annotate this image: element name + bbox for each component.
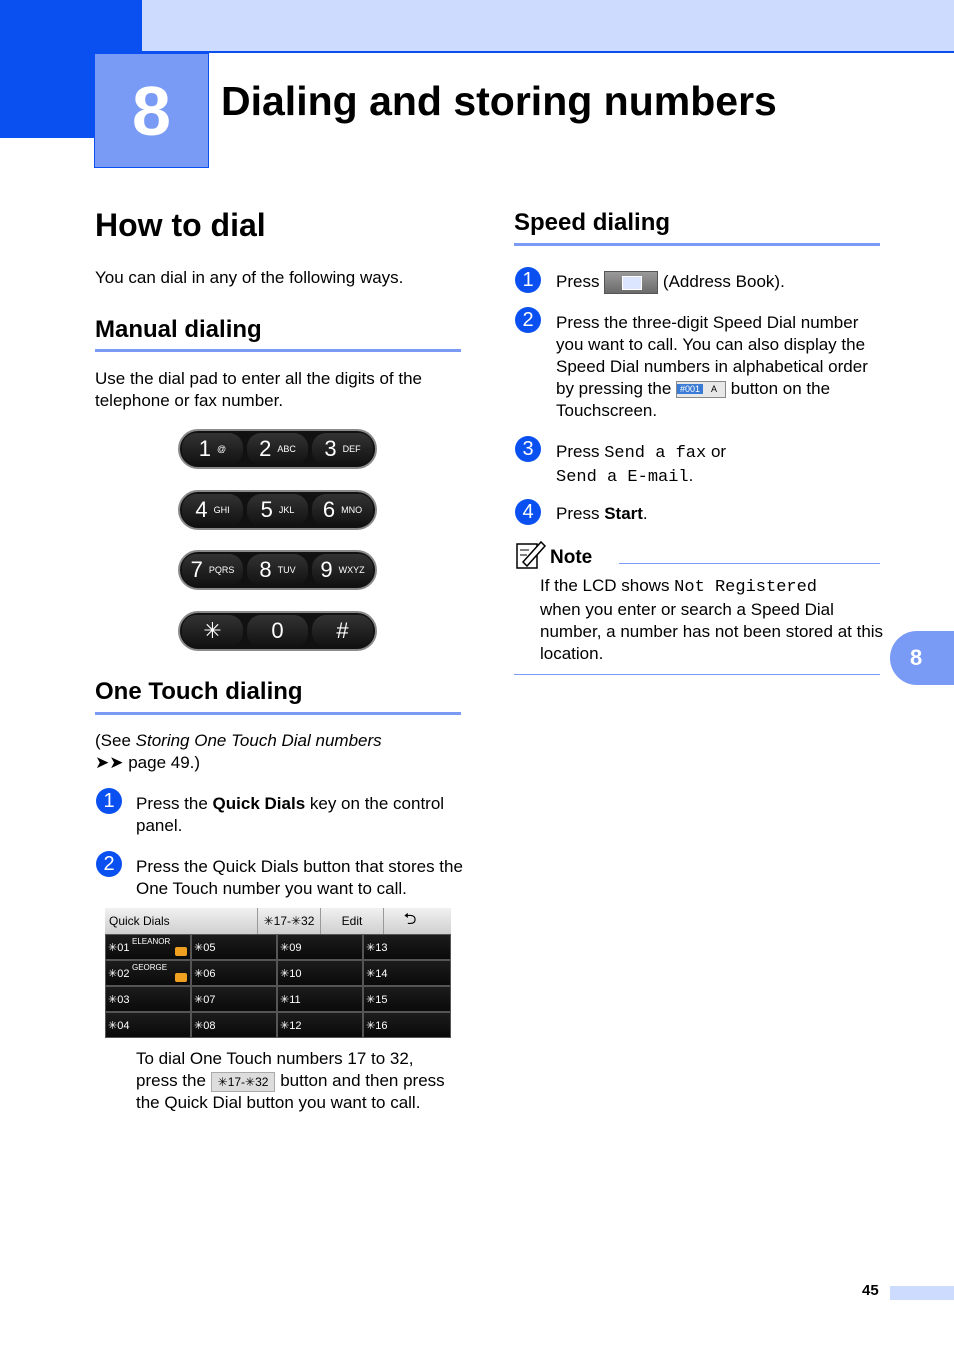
manual-text: Use the dial pad to enter all the digits of the telephone or fax number. [95, 369, 422, 410]
chapter-number: 8 [94, 53, 209, 168]
step-number: 4 [515, 499, 541, 525]
key-2[interactable]: 2 ABC [247, 433, 308, 465]
section-title-how-to-dial: How to dial [95, 207, 266, 243]
speed-step-1: Press (Address Book). [556, 271, 886, 294]
key-5[interactable]: 5 JKL [247, 494, 308, 526]
step-number: 2 [96, 851, 122, 877]
mail-icon [175, 973, 187, 982]
page-number: 45 [862, 1282, 879, 1299]
key-hash[interactable]: # [312, 615, 373, 647]
speed-step-2: Press the three-digit Speed Dial number you want to call. You can also display the Speed Dial numbers in alphabetical order by pressing the #001 A button on the Touchscreen. [556, 313, 868, 420]
quick-dial-14[interactable]: ✳14 [363, 960, 451, 986]
step-number: 3 [515, 436, 541, 462]
note-title: Note [550, 547, 593, 568]
note-bottom-rule [514, 674, 880, 675]
note-rule [619, 563, 880, 564]
keypad-row [178, 611, 377, 651]
speed-step-4: Press Start. [556, 504, 648, 523]
quick-dial-15[interactable]: ✳15 [363, 986, 451, 1012]
quick-dial-08[interactable]: ✳08 [191, 1012, 277, 1038]
header-rule [142, 51, 954, 53]
quick-dial-04[interactable]: ✳04 [105, 1012, 191, 1038]
quick-dial-01[interactable]: ✳01 ELEANOR [105, 934, 191, 960]
chapter-title: Dialing and storing numbers [221, 78, 777, 124]
key-0[interactable]: 0 [247, 615, 308, 647]
back-arrow-icon[interactable]: ⮌ [403, 910, 417, 928]
key-4[interactable]: 4 GHI [182, 494, 243, 526]
quick-dial-11[interactable]: ✳11 [277, 986, 363, 1012]
step-number: 1 [515, 267, 541, 293]
range-button[interactable]: ✳17-✳32 [258, 908, 321, 934]
quick-dial-12[interactable]: ✳12 [277, 1012, 363, 1038]
quick-dial-02[interactable]: ✳02 GEORGE [105, 960, 191, 986]
address-book-icon [604, 271, 658, 294]
quick-dial-13[interactable]: ✳13 [363, 934, 451, 960]
section-rule [514, 243, 880, 246]
keypad-row [178, 490, 377, 530]
quick-dial-09[interactable]: ✳09 [277, 934, 363, 960]
key-7[interactable]: 7 PQRS [182, 554, 243, 586]
step-number: 2 [515, 307, 541, 333]
chapter-side-tab[interactable]: 8 [890, 631, 954, 685]
section-rule [95, 349, 461, 352]
quick-dial-10[interactable]: ✳10 [277, 960, 363, 986]
quick-dials-screen [105, 908, 451, 1038]
one-touch-step-1: Press the Quick Dials key on the control panel. [136, 794, 445, 835]
one-touch-after-text: To dial One Touch numbers 17 to 32, press the ✳17-✳32 button and then press the Quick Dial button you want to call. [136, 1049, 445, 1112]
key-3[interactable]: 3 DEF [312, 433, 373, 465]
keypad-row [178, 550, 377, 590]
quick-dial-05[interactable]: ✳05 [191, 934, 277, 960]
page-bar [890, 1286, 954, 1300]
section-title-one-touch: One Touch dialing [95, 678, 303, 705]
header-band [0, 0, 954, 52]
quick-dial-06[interactable]: ✳06 [191, 960, 277, 986]
phone-icon [175, 947, 187, 956]
note-text: If the LCD shows Not Registered when you enter or search a Speed Dial number, a number has not been stored at this location. [540, 576, 884, 663]
intro-text: You can dial in any of the following ways. [95, 268, 404, 287]
quick-dial-grid [105, 934, 451, 1038]
section-title-speed: Speed dialing [514, 209, 671, 236]
key-star[interactable]: ✳ [182, 615, 243, 647]
screen-title: Quick Dials [105, 908, 258, 934]
key-1[interactable]: 1 @ [182, 433, 243, 465]
speed-step-3: Press Send a fax or Send a E-mail. [556, 442, 727, 487]
edit-button[interactable]: Edit [321, 908, 384, 934]
section-rule [95, 712, 461, 715]
one-touch-see-text: (See Storing One Touch Dial numbers ➤➤ page 49.) [95, 731, 382, 772]
one-touch-step-2: Press the Quick Dials button that stores the One Touch number you want to call. [136, 857, 463, 898]
quick-dial-03[interactable]: ✳03 [105, 986, 191, 1012]
step-number: 1 [96, 788, 122, 814]
range-button-inline: ✳17-✳32 [211, 1072, 276, 1092]
key-6[interactable]: 6 MNO [312, 494, 373, 526]
sort-button-inline: #001 A [676, 381, 726, 398]
keypad-row [178, 429, 377, 469]
key-8[interactable]: 8 TUV [247, 554, 308, 586]
quick-dial-16[interactable]: ✳16 [363, 1012, 451, 1038]
note-pencil-icon [515, 538, 547, 570]
section-title-manual: Manual dialing [95, 316, 262, 343]
key-9[interactable]: 9 WXYZ [312, 554, 373, 586]
quick-dial-07[interactable]: ✳07 [191, 986, 277, 1012]
